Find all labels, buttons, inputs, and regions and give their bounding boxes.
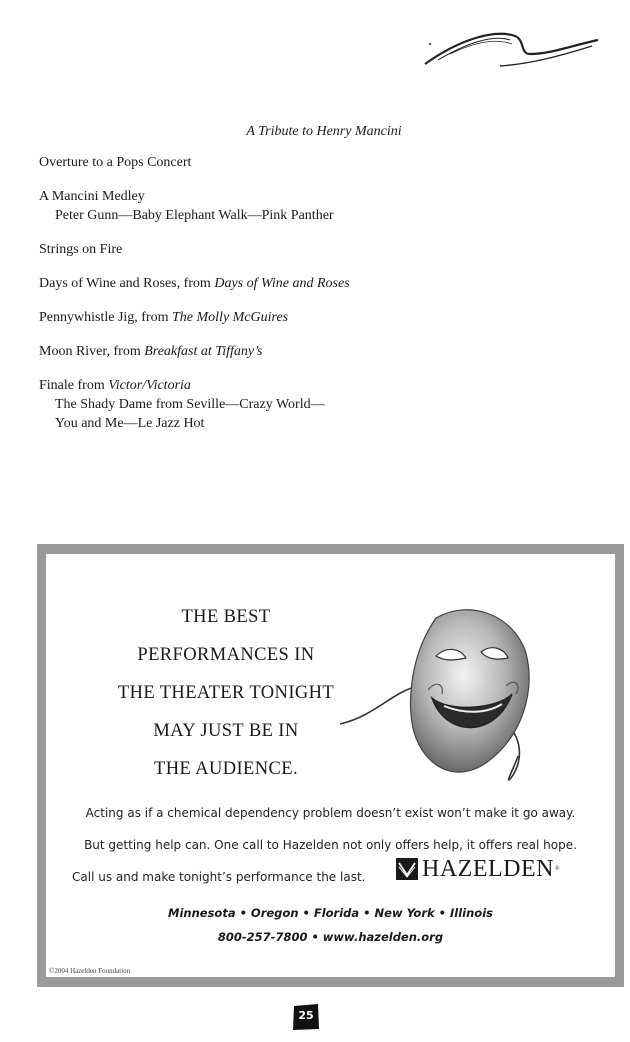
ad-headline: THE BEST PERFORMANCES IN THE THEATER TONIGHT MAY JUST BE IN THE AUDIENCE. [117,607,335,779]
ad-body-line-3: Call us and make tonight’s performance the last. [72,870,366,884]
hazelden-ad [37,544,624,987]
page-number-badge [292,1003,320,1031]
program-title: A Tribute to Henry Mancini [246,124,402,139]
program-item: Pennywhistle Jig, from The Molly McGuires [39,310,289,325]
ad-contact: 800-257-7800 • www.hazelden.org [217,930,444,944]
swoosh-ornament [420,24,600,74]
page-number: 25 [298,1009,314,1022]
comedy-mask-icon [336,598,551,793]
ad-panel [46,554,615,977]
program-item: Strings on Fire [39,242,123,257]
ad-body-line-2: But getting help can. One call to Hazelden not only offers help, it offers real hope. [84,838,577,852]
ad-body-line-1: Acting as if a chemical dependency problem doesn’t exist won’t make it go away. [85,806,576,820]
program-item: Moon River, from Breakfast at Tiffany’s [39,344,263,359]
ad-copyright: ©2004 Hazelden Foundation [49,967,131,975]
program-item: A Mancini Medley Peter Gunn—Baby Elephant Walk—Pink Panther [39,189,334,223]
ad-locations: Minnesota • Oregon • Florida • New York • Illinois [168,906,493,920]
hazelden-logo-icon [396,858,418,880]
program-item: Days of Wine and Roses, from Days of Wine and Roses [39,276,350,291]
hazelden-logo: HAZELDEN ® [396,856,560,882]
program-item: Overture to a Pops Concert [39,155,192,170]
program-item: Finale from Victor/Victoria The Shady Dame from Seville—Crazy World— You and Me—Le Jazz Hot [39,378,325,431]
program-list [39,153,559,448]
